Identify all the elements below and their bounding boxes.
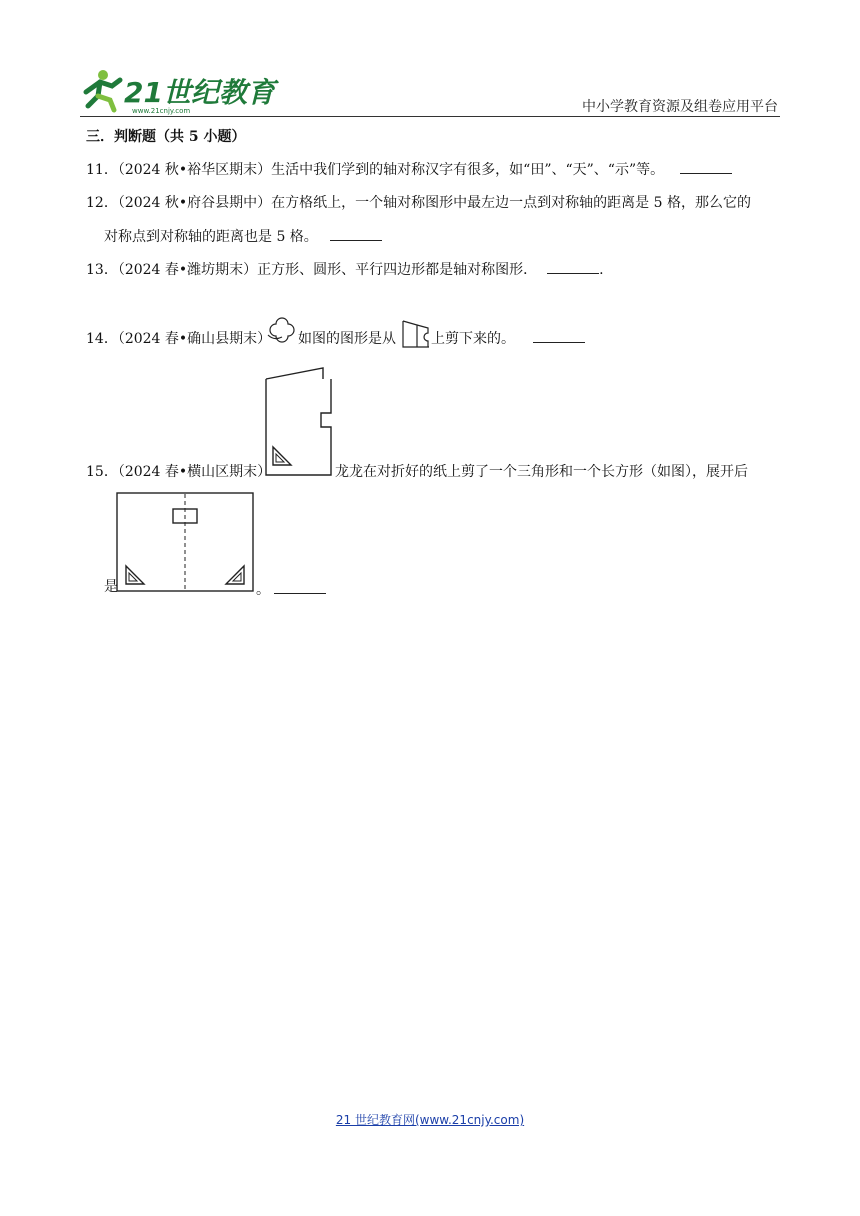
question-15-text2-a: 是 xyxy=(104,579,118,595)
question-text: 。 xyxy=(256,582,270,598)
folded-paper-cutout-figure xyxy=(401,320,431,348)
question-14-text-a: 如图的图形是从 xyxy=(298,331,396,347)
logo-brand-text: 21世纪教育 xyxy=(124,76,275,109)
question-13 xyxy=(86,260,604,280)
question-12-continued xyxy=(104,227,382,247)
question-source: （2024 春•横山区期末） xyxy=(117,464,272,480)
question-15 xyxy=(86,462,271,482)
answer-blank[interactable] xyxy=(533,330,585,343)
question-source: （2024 秋•府谷县期中） xyxy=(117,195,272,211)
question-text: 在方格纸上，一个轴对称图形中最左边一点到对称轴的距离是 5 格，那么它的 xyxy=(271,195,751,211)
answer-blank[interactable] xyxy=(680,161,732,174)
question-text: 上剪下来的。 xyxy=(431,331,515,347)
page-header xyxy=(80,66,780,118)
question-12 xyxy=(86,193,751,213)
question-11 xyxy=(86,160,732,180)
answer-blank[interactable] xyxy=(330,228,382,241)
footer-link[interactable]: 21 世纪教育网(www.21cnjy.com) xyxy=(335,1113,525,1127)
question-number: 12． xyxy=(86,195,118,211)
question-number: 15． xyxy=(86,464,118,480)
question-source: （2024 春•确山县期末） xyxy=(117,331,272,347)
question-source: （2024 春•潍坊期末） xyxy=(117,262,258,278)
question-14-text-b xyxy=(431,329,585,349)
question-number: 11． xyxy=(86,162,118,178)
logo-url-text: www.21cnjy.com xyxy=(132,107,191,115)
question-14 xyxy=(86,329,271,349)
question-end-period: . xyxy=(599,262,604,278)
answer-blank[interactable] xyxy=(547,261,599,274)
logo-21cnjy xyxy=(80,66,275,116)
clover-shape-figure xyxy=(266,315,298,345)
header-tagline: 中小学教育资源及组卷应用平台 xyxy=(582,99,778,115)
question-number: 13． xyxy=(86,262,118,278)
question-number: 14． xyxy=(86,331,118,347)
header-divider xyxy=(80,116,780,117)
answer-blank[interactable] xyxy=(274,581,326,594)
unfolded-paper-figure xyxy=(116,492,256,594)
question-text: 正方形、圆形、平行四边形都是轴对称图形． xyxy=(257,262,538,278)
folded-paper-figure xyxy=(263,365,335,477)
question-15-text2-b xyxy=(256,580,326,600)
question-source: （2024 秋•裕华区期末） xyxy=(117,162,272,178)
section-title: 三．判断题（共 5 小题） xyxy=(86,129,246,145)
question-text: 生活中我们学到的轴对称汉字有很多，如“田”、“天”、“示”等。 xyxy=(271,162,665,178)
question-15-text: 龙龙在对折好的纸上剪了一个三角形和一个长方形（如图），展开后 xyxy=(335,464,748,480)
question-text-continued: 对称点到对称轴的距离也是 5 格。 xyxy=(104,229,318,245)
